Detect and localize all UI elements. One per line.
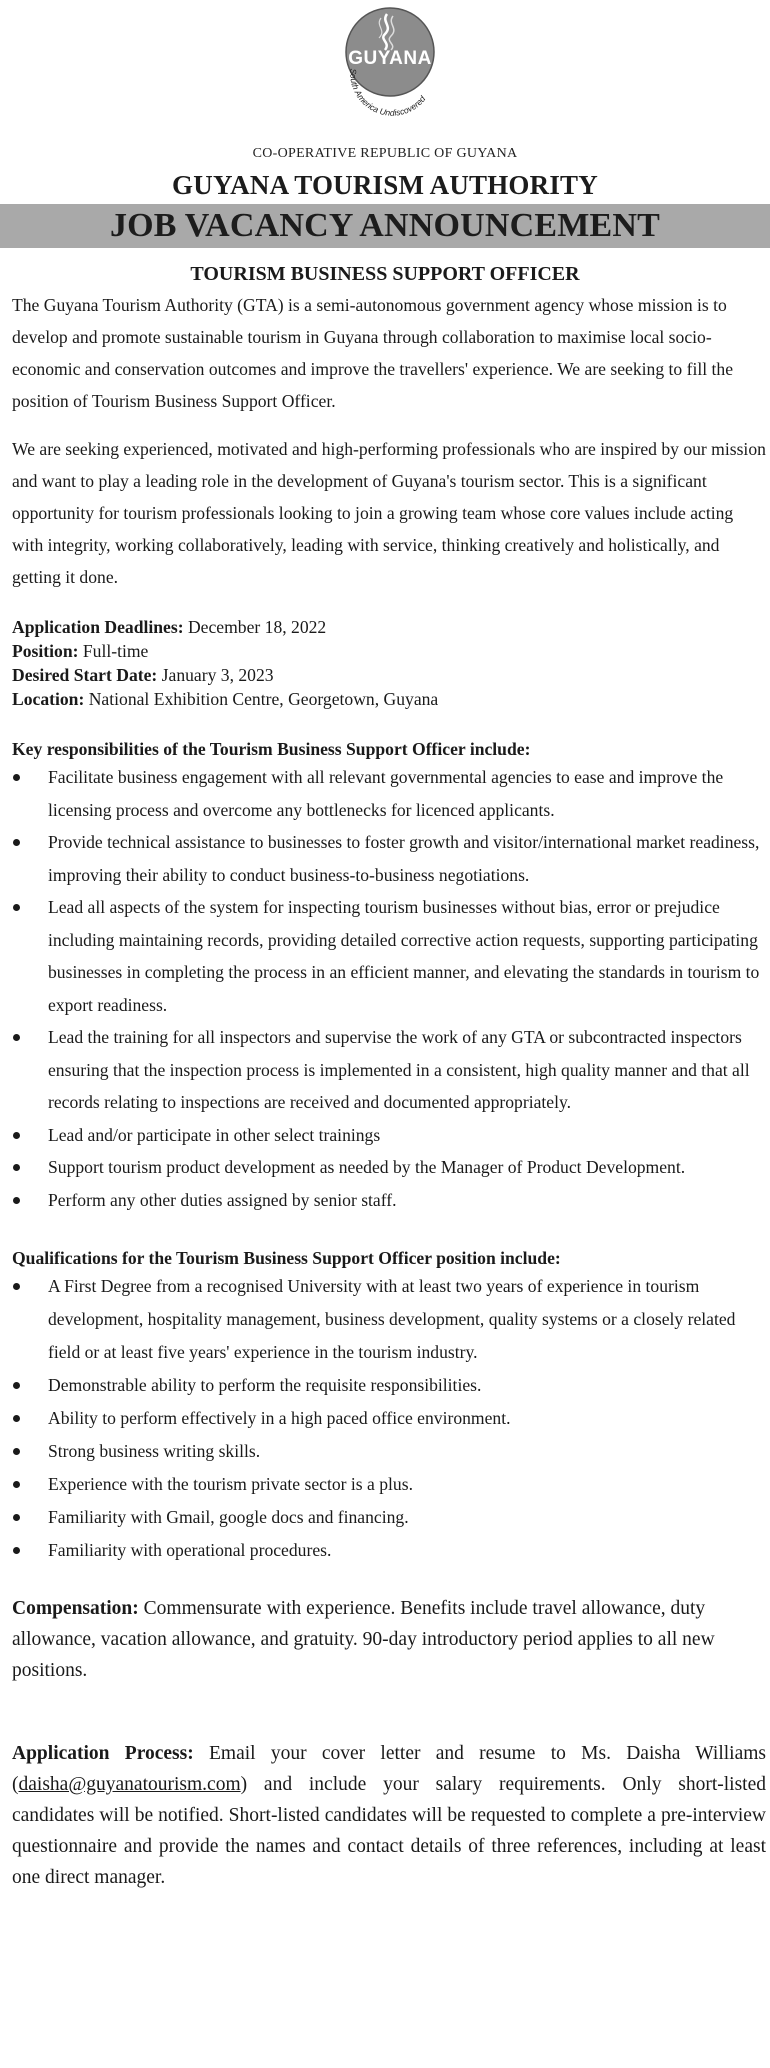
bullet-icon bbox=[13, 1034, 20, 1041]
email-link[interactable]: daisha@guyanatourism.com bbox=[18, 1774, 241, 1795]
responsibilities-heading: Key responsibilities of the Tourism Business Support Officer include: bbox=[12, 739, 531, 759]
bullet-icon bbox=[13, 1514, 20, 1521]
intro-paragraph-2: We are seeking experienced, motivated and high-performing professionals who are inspired by our mission and want to play a leading role in the development of Guyana's tourism sector. This is a significant opportunity for tourism professionals looking to join a growing team whose core values include acting with integrity, working collaboratively, leading with service, thinking creatively and holistically, and getting it done. bbox=[12, 439, 766, 587]
intro-paragraph-1: The Guyana Tourism Authority (GTA) is a semi-autonomous government agency whose mission is to develop and promote sustainable tourism in Guyana through collaboration to maximise local socio-economic and conservation outcomes and improve the travellers' experience. We are seeking to fill the position of Tourism Business Support Officer. bbox=[12, 295, 734, 411]
job-details bbox=[12, 615, 766, 711]
list-item: Lead and/or participate in other select trainings bbox=[12, 1119, 766, 1152]
list-item: Demonstrable ability to perform the requisite responsibilities. bbox=[12, 1369, 766, 1402]
bullet-icon bbox=[13, 1382, 20, 1389]
bullet-icon bbox=[13, 904, 20, 911]
list-item: Provide technical assistance to businesses to foster growth and visitor/international market readiness, improving their ability to conduct business-to-business negotiations. bbox=[12, 826, 766, 891]
republic-line: CO-OPERATIVE REPUBLIC OF GUYANA bbox=[252, 146, 518, 161]
announcement-banner bbox=[0, 204, 770, 248]
list-item: Lead all aspects of the system for inspecting tourism businesses without bias, error or prejudice including maintaining records, providing detailed corrective action requests, supporting participating businesses in completing the process in an efficient manner, and elevating the standards in tourism to export readiness. bbox=[12, 891, 766, 1021]
body-content bbox=[12, 289, 766, 1893]
list-item: Familiarity with operational procedures. bbox=[12, 1534, 766, 1567]
bullet-icon bbox=[13, 1547, 20, 1554]
bullet-icon bbox=[13, 774, 20, 781]
responsibilities-list bbox=[12, 761, 766, 1216]
bullet-icon bbox=[13, 1197, 20, 1204]
svg-text:GUYANA: GUYANA bbox=[348, 48, 432, 69]
bullet-icon bbox=[13, 1164, 20, 1171]
qualifications-list bbox=[12, 1270, 766, 1567]
list-item: Facilitate business engagement with all relevant governmental agencies to ease and improve the licensing process and overcome any bottlenecks for licenced applicants. bbox=[12, 761, 766, 826]
bullet-icon bbox=[13, 1448, 20, 1455]
bullet-icon bbox=[13, 1481, 20, 1488]
list-item: Experience with the tourism private sector is a plus. bbox=[12, 1468, 766, 1501]
list-item: Perform any other duties assigned by senior staff. bbox=[12, 1184, 766, 1217]
qualifications-heading: Qualifications for the Tourism Business Support Officer position include: bbox=[12, 1248, 561, 1268]
list-item: Strong business writing skills. bbox=[12, 1435, 766, 1468]
list-item: A First Degree from a recognised University with at least two years of experience in tourism development, hospitality management, business development, quality systems or a closely related field or at least five years' experience in the tourism industry. bbox=[12, 1270, 766, 1369]
guyana-logo bbox=[335, 6, 445, 136]
list-item: Support tourism product development as needed by the Manager of Product Development. bbox=[12, 1151, 766, 1184]
bullet-icon bbox=[13, 1132, 20, 1139]
detail-location: Location: National Exhibition Centre, Georgetown, Guyana bbox=[12, 689, 439, 709]
bullet-icon bbox=[13, 1415, 20, 1422]
detail-start-date: Desired Start Date: January 3, 2023 bbox=[12, 665, 274, 685]
guyana-logo-icon bbox=[335, 6, 445, 136]
compensation-paragraph: Compensation: Commensurate with experience. Benefits include travel allowance, duty allowance, vacation allowance, and gratuity. 90-day introductory period applies to all new positions. bbox=[12, 1598, 715, 1681]
bullet-icon bbox=[13, 1283, 20, 1290]
banner-text: JOB VACANCY ANNOUNCEMENT bbox=[109, 207, 661, 244]
bullet-icon bbox=[13, 839, 20, 846]
authority-name: GUYANA TOURISM AUTHORITY bbox=[172, 170, 598, 200]
list-item: Lead the training for all inspectors and supervise the work of any GTA or subcontracted inspectors ensuring that the inspection process is implemented in a consistent, high quality manner and that all records relating to inspections are received and documented appropriately. bbox=[12, 1021, 766, 1119]
job-title: TOURISM BUSINESS SUPPORT OFFICER bbox=[190, 263, 580, 285]
detail-deadline: Application Deadlines: December 18, 2022 bbox=[12, 617, 327, 637]
list-item: Ability to perform effectively in a high paced office environment. bbox=[12, 1402, 766, 1435]
detail-position: Position: Full-time bbox=[12, 641, 149, 661]
list-item: Familiarity with Gmail, google docs and financing. bbox=[12, 1501, 766, 1534]
logo-tagline: South America Undiscovered bbox=[348, 68, 428, 118]
application-paragraph: Application Process: Email your cover letter and resume to Ms. Daisha Williams (daisha@guyanatourism.com) and include your salary requirements. Only short-listed candidates will be notified. Short-listed candidates will be requested to complete a pre-interview questionnaire and provide the names and contact details of three references, including at least one direct manager. bbox=[12, 1743, 766, 1888]
